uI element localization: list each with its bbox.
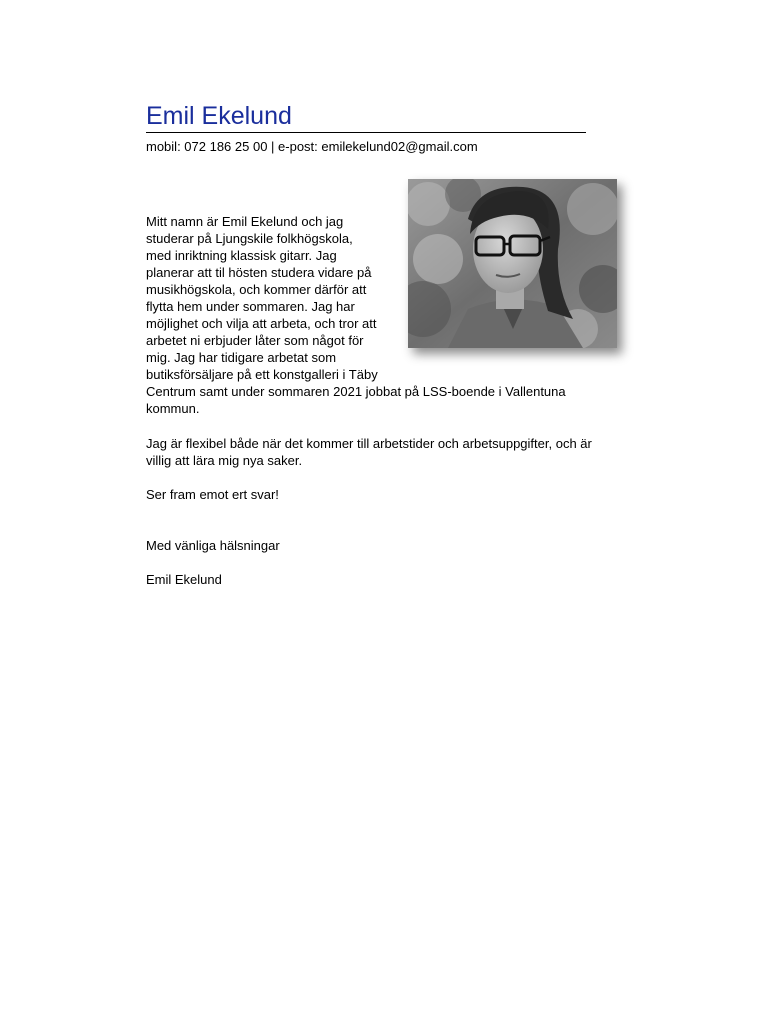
paragraph2-line: villig att lära mig nya saker. (146, 453, 303, 468)
portrait-illustration (408, 179, 617, 348)
paragraph1-line: möjlighet och vilja att arbeta, och tror att (146, 316, 377, 331)
paragraph1-line: Centrum samt under sommaren 2021 jobbat på LSS-boende i Vallentuna (146, 384, 566, 399)
paragraph1-line: kommun. (146, 401, 200, 416)
paragraph1-line (146, 230, 381, 247)
closing-remark: Ser fram emot ert svar! (146, 487, 279, 502)
paragraph1-line: flytta hem under sommaren. Jag har (146, 299, 355, 314)
applicant-name-heading: Emil Ekelund (146, 102, 292, 130)
paragraph2-line: Jag är flexibel både när det kommer till arbetstider och arbetsuppgifter, och är (146, 436, 592, 451)
paragraph1-line: planerar att til hösten studera vidare på (146, 265, 372, 280)
paragraph1-line: butiksförsäljare på ett konstgalleri i Täby (146, 367, 378, 382)
paragraph1-line: mig. Jag har tidigare arbetat som (146, 350, 337, 365)
heading-underline (146, 132, 586, 133)
paragraph1-line: Mitt namn är Emil Ekelund och jag (146, 214, 344, 229)
paragraph1-line-text: studerar på Ljungskile folkhögskola, (146, 231, 353, 246)
contact-info: mobil: 072 186 25 00 | e-post: emilekelund02@gmail.com (146, 139, 478, 154)
closing-greeting: Med vänliga hälsningar (146, 538, 280, 553)
signature-name: Emil Ekelund (146, 572, 222, 587)
paragraph1-line-text: med inriktning klassisk gitarr. Jag (146, 248, 337, 263)
paragraph1-line (146, 247, 381, 264)
paragraph1-line: musikhögskola, och kommer därför att (146, 282, 367, 297)
portrait-photo (408, 179, 617, 348)
paragraph1-line: arbetet ni erbjuder låter som något för (146, 333, 364, 348)
